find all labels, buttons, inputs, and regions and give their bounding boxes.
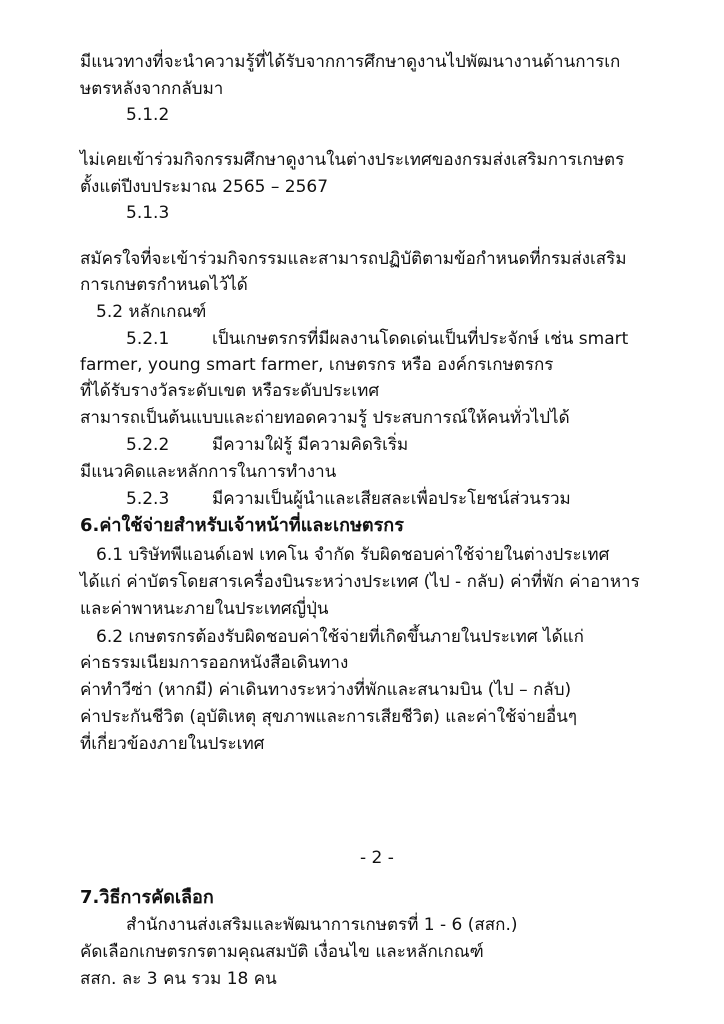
page-number: - 2 - [360,848,394,868]
text-line: สมัครใจที่จะเข้าร่วมกิจกรรมและสามารถปฏิบัติตามข้อกำหนดที่กรมส่งเสริม [80,249,627,269]
text-line: 6.2 เกษตรกรต้องรับผิดชอบค่าใช้จ่ายที่เกิดขึ้นภายในประเทศ ได้แก่ [96,627,584,647]
text-line: ที่เกี่ยวข้องภายในประเทศ [80,734,265,754]
text-line: เป็นเกษตรกรที่มีผลงานโดดเด่นเป็นที่ประจักษ์ เช่น smart [212,329,629,349]
text-line: ตั้งแต่ปีงบประมาณ 2565 – 2567 [80,177,329,197]
text-line: มีความเป็นผู้นำและเสียสละเพื่อประโยชน์ส่วนรวม [212,489,571,509]
text-line: ค่าทำวีซ่า (หากมี) ค่าเดินทางระหว่างที่พักและสนามบิน (ไป – กลับ) [80,680,572,700]
text-line: ที่ได้รับรางวัลระดับเขต หรือระดับประเทศ [80,381,380,401]
item-number: 5.1.2 [126,105,170,125]
text-line: ค่าธรรมเนียมการออกหนังสือเดินทาง [80,653,349,673]
text-line: คัดเลือกเกษตรกรตามคุณสมบัติ เงื่อนไข และหลักเกณฑ์ [80,942,484,962]
text-line: ค่าประกันชีวิต (อุบัติเหตุ สุขภาพและการเสียชีวิต) และค่าใช้จ่ายอื่นๆ [80,707,577,727]
text-line: ไม่เคยเข้าร่วมกิจกรรมศึกษาดูงานในต่างประเทศของกรมส่งเสริมการเกษตร [80,150,625,170]
text-line: farmer, young smart farmer, เกษตรกร หรือ องค์กรเกษตรกร [80,355,554,375]
item-number: 5.1.3 [126,203,170,223]
text-line: ได้แก่ ค่าบัตรโดยสารเครื่องบินระหว่างประเทศ (ไป - กลับ) ค่าที่พัก ค่าอาหาร [80,572,640,592]
text-line: และค่าพาหนะภายในประเทศญี่ปุ่น [80,599,329,619]
text-line: การเกษตรกำหนดไว้ได้ [80,275,248,295]
text-line: 6.1 บริษัทพีแอนด์เอฟ เทคโน จำกัด รับผิดชอบค่าใช้จ่ายในต่างประเทศ [96,545,610,565]
text-line: ษตรหลังจากกลับมา [80,79,224,99]
text-line: มีแนวคิดและหลักการในการทำงาน [80,462,337,482]
text-line: สสก. ละ 3 คน รวม 18 คน [80,969,277,989]
item-number: 5.2.2 [126,435,170,455]
text-line: มีความใฝ่รู้ มีความคิดริเริ่ม [212,435,409,455]
section-heading-7: 7.วิธีการคัดเลือก [80,887,214,908]
subsection-heading: 5.2 หลักเกณฑ์ [96,302,207,322]
item-number: 5.2.3 [126,489,170,509]
item-number: 5.2.1 [126,329,170,349]
section-heading-6: 6.ค่าใช้จ่ายสำหรับเจ้าหน้าที่และเกษตรกร [80,515,404,536]
text-line: สามารถเป็นต้นแบบและถ่ายทอดความรู้ ประสบการณ์ให้คนทั่วไปได้ [80,408,570,428]
text-line: มีแนวทางที่จะนำความรู้ที่ได้รับจากการศึกษาดูงานไปพัฒนางานด้านการเก [80,52,621,72]
text-line: สำนักงานส่งเสริมและพัฒนาการเกษตรที่ 1 - 6 (สสก.) [126,915,518,935]
